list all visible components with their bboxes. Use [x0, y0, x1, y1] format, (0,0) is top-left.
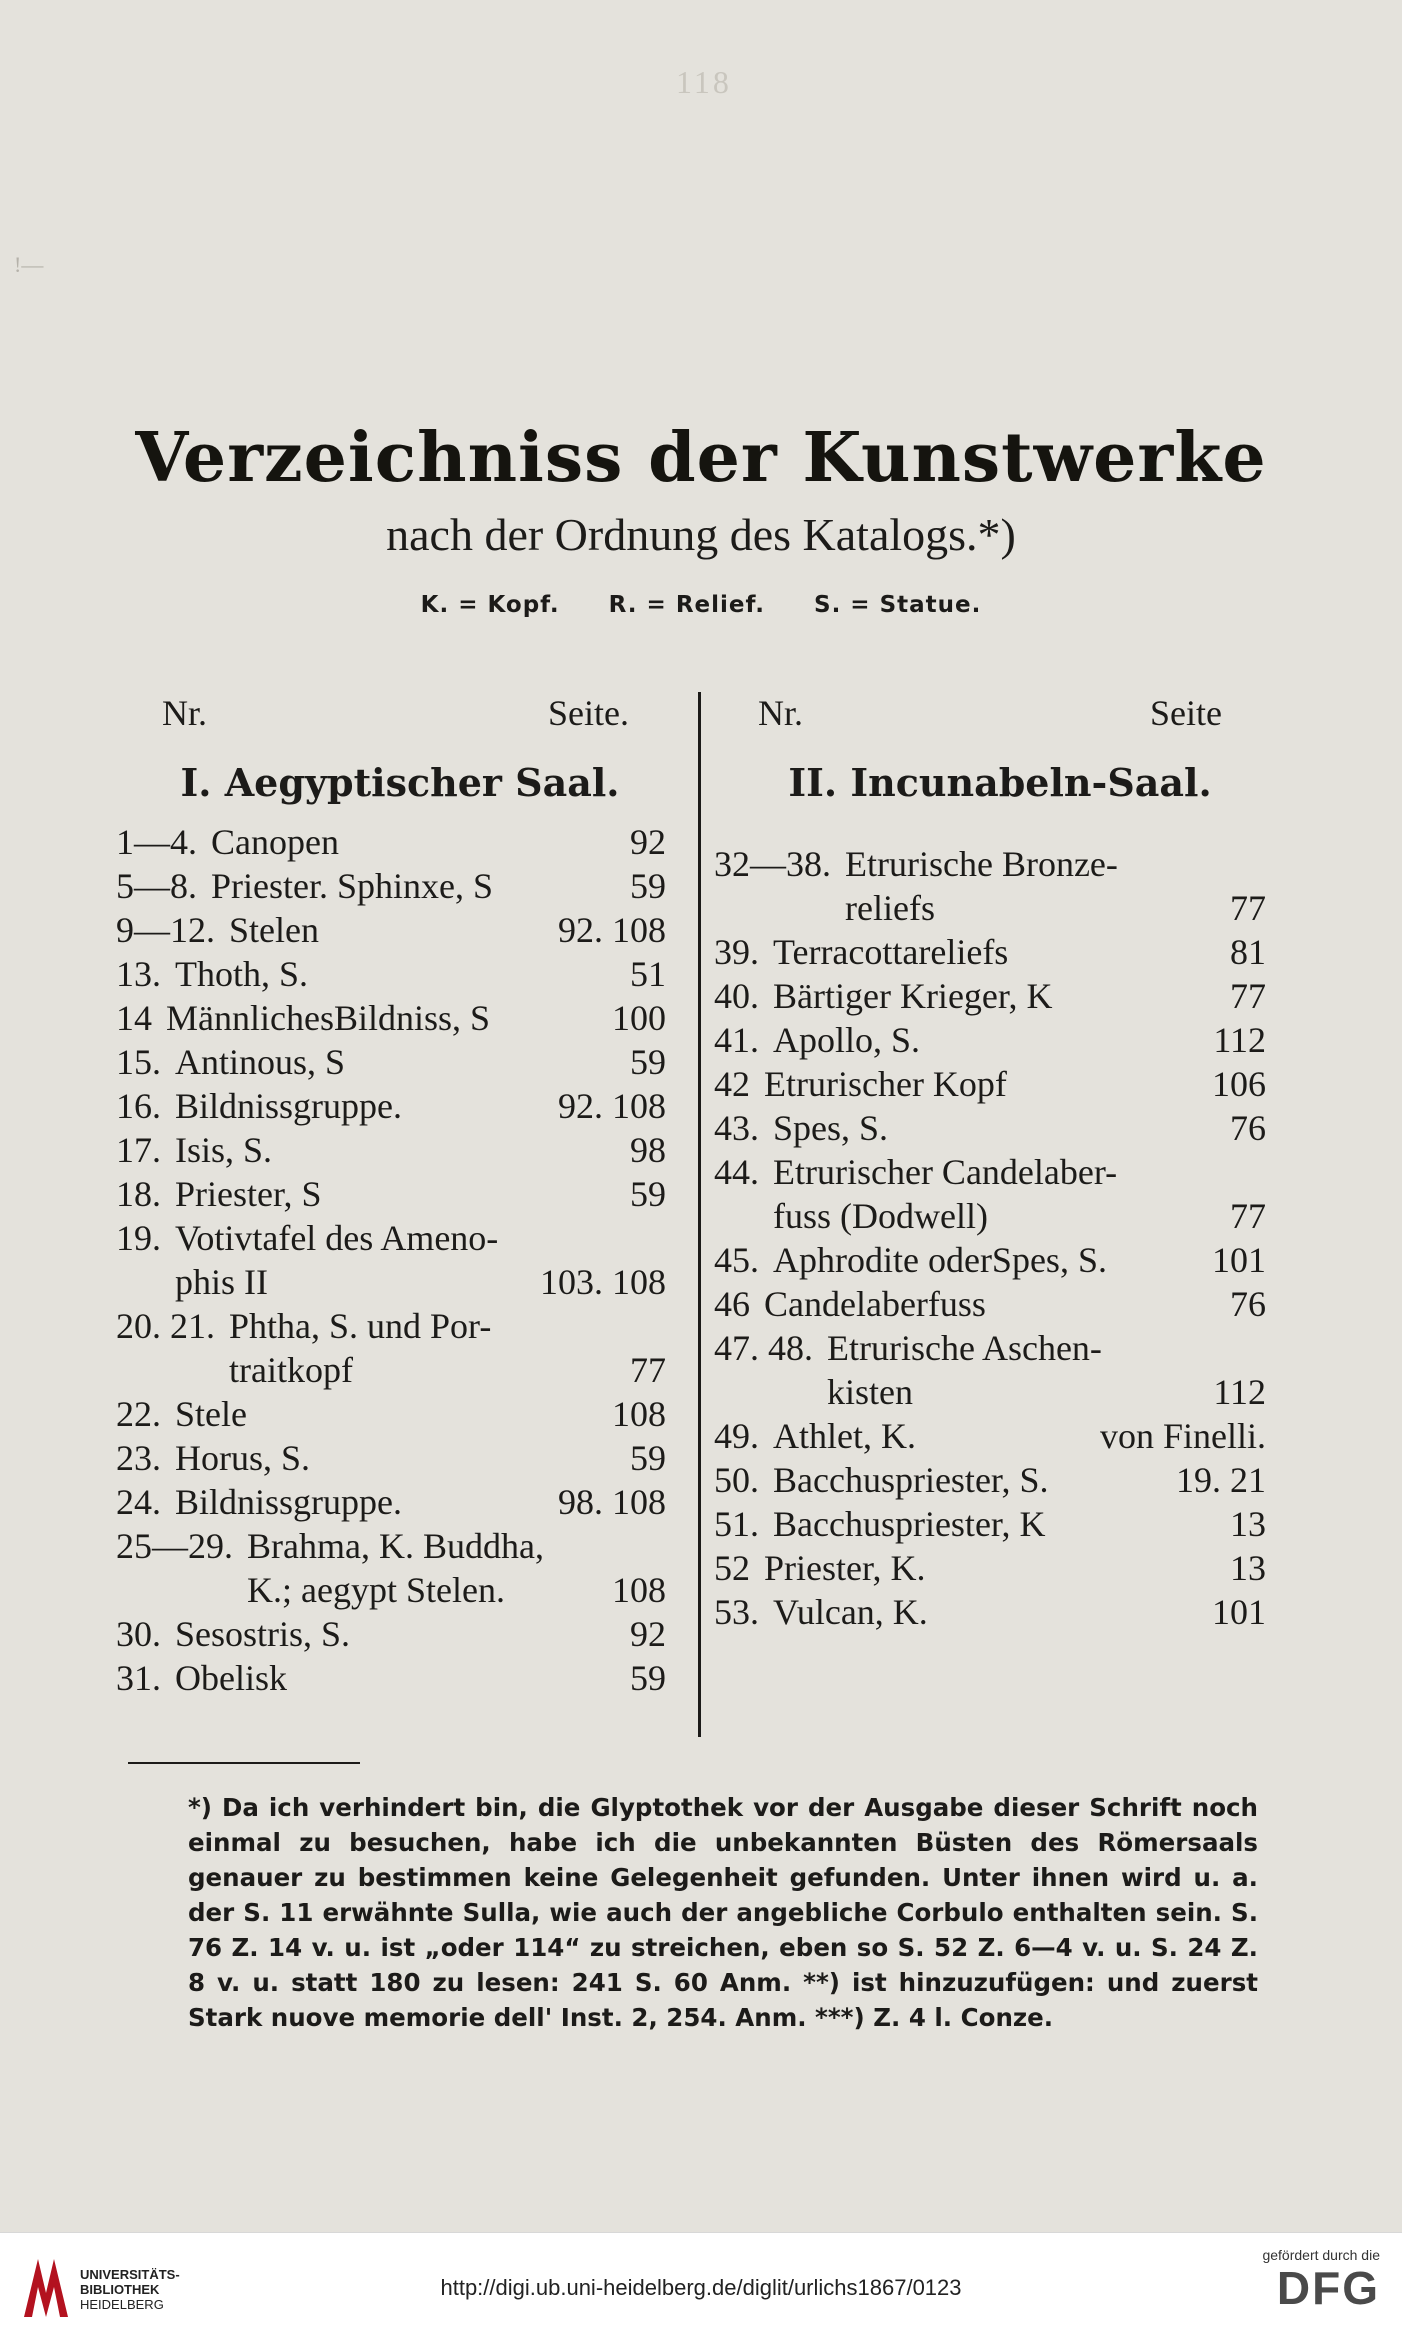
entry-number: 24. — [116, 1482, 161, 1522]
entry-line — [175, 1480, 666, 1524]
entry-body — [166, 996, 666, 1040]
right-entry-list — [714, 842, 1266, 1634]
dfg-logo: DFG — [1276, 2262, 1380, 2314]
list-item — [714, 1282, 1266, 1326]
sponsor-caption: gefördert durch die — [1262, 2247, 1380, 2263]
entry-number: 42 — [714, 1064, 750, 1104]
entry-title: Sesostris, S. — [175, 1614, 351, 1654]
entry-title: Etrurische Aschen- — [827, 1328, 1102, 1368]
entry-line — [773, 1150, 1266, 1194]
entry-page: 13 — [1230, 1504, 1266, 1544]
entry-line — [247, 1568, 666, 1612]
list-item — [714, 1502, 1266, 1546]
list-item — [116, 820, 666, 864]
entry-number: 41. — [714, 1020, 759, 1060]
entry-number: 51. — [714, 1504, 759, 1544]
entry-title: Apollo, S. — [773, 1020, 921, 1060]
abbrev-statue: S. = Statue. — [814, 592, 982, 618]
list-item — [116, 1612, 666, 1656]
entry-title: Antinous, S — [175, 1042, 346, 1082]
entry-line — [175, 1216, 666, 1260]
entry-number: 45. — [714, 1240, 759, 1280]
library-line-3: HEIDELBERG — [80, 2297, 164, 2312]
entry-title: fuss (Dodwell) — [773, 1196, 988, 1236]
entry-title: Aphrodite oderSpes, S. — [773, 1240, 1107, 1280]
page-url-link[interactable]: http://digi.ub.uni-heidelberg.de/diglit/urlichs1867/0123 — [440, 2275, 962, 2300]
entry-body — [175, 1172, 666, 1216]
entry-line — [175, 1128, 666, 1172]
bleed-through-page-number: 118 — [676, 64, 732, 100]
sponsor-logo[interactable] — [1230, 2247, 1380, 2337]
entry-page: 13 — [1230, 1548, 1266, 1588]
entry-body — [211, 820, 666, 864]
list-item — [116, 1524, 666, 1612]
entry-page: 112 — [1213, 1372, 1266, 1412]
entry-number: 44. — [714, 1152, 759, 1192]
list-item — [116, 1304, 666, 1392]
entry-line — [175, 1612, 666, 1656]
entry-title: Bildnissgruppe. — [175, 1482, 403, 1522]
column-divider — [698, 692, 701, 1737]
entry-page: 59 — [630, 1042, 666, 1082]
entry-line — [229, 1304, 666, 1348]
entry-body — [827, 1326, 1266, 1414]
entry-line — [773, 1458, 1266, 1502]
entry-title: Isis, S. — [175, 1130, 273, 1170]
entry-title: Stelen — [229, 910, 319, 950]
list-item — [714, 1062, 1266, 1106]
entry-body — [773, 1458, 1266, 1502]
entry-number: 14 — [116, 998, 152, 1038]
list-item — [116, 908, 666, 952]
entry-number: 53. — [714, 1592, 759, 1632]
entry-title: Spes, S. — [773, 1108, 889, 1148]
list-item — [714, 1546, 1266, 1590]
entry-body — [175, 1612, 666, 1656]
entry-page: 101 — [1212, 1592, 1266, 1632]
entry-line — [247, 1524, 666, 1568]
entry-line — [175, 1260, 666, 1304]
entry-title: Bildnissgruppe. — [175, 1086, 403, 1126]
entry-page: 103. 108 — [540, 1262, 666, 1302]
entry-body — [773, 1414, 1266, 1458]
page-subtitle: nach der Ordnung des Katalogs.*) — [386, 509, 1016, 560]
list-item — [714, 1238, 1266, 1282]
list-item — [714, 1326, 1266, 1414]
entry-number: 19. — [116, 1218, 161, 1258]
entry-page: 108 — [612, 1570, 666, 1610]
entry-line — [827, 1370, 1266, 1414]
entry-page: 59 — [630, 1438, 666, 1478]
entry-page: 77 — [1230, 976, 1266, 1016]
entry-line — [773, 1106, 1266, 1150]
entry-title: phis II — [175, 1262, 268, 1302]
entry-title: Athlet, K. — [773, 1416, 916, 1456]
entry-line — [764, 1062, 1266, 1106]
entry-number: 39. — [714, 932, 759, 972]
entry-number: 31. — [116, 1658, 161, 1698]
entry-page: 112 — [1213, 1020, 1266, 1060]
list-item — [116, 1656, 666, 1700]
footnote: *) Da ich verhindert bin, die Glyptothek vor der Ausgabe dieser Schrift noch einmal zu besuchen, habe ich die unbekannten Büsten des Römersaals genauer zu bestimmen keine Gelegenheit gefunden. Unter ihnen wird u. a. der S. 11 erwähnte Sulla, wie auch der angebliche Corbulo enthalten sein. S. 76 Z. 14 v. u. ist „oder 114“ zu streichen, eben so S. 52 Z. 6—4 v. u. S. 24 Z. 8 v. u. statt 180 zu lesen: 241 S. 60 Anm. **) ist hinzuzufügen: und zuerst Stark nuove memorie dell' Inst. 2, 254. Anm. ***) Z. 4 l. Conze. — [188, 1793, 1258, 2032]
entry-line — [229, 1348, 666, 1392]
entry-number: 52 — [714, 1548, 750, 1588]
left-section-title: I. Aegyptischer Saal. — [180, 760, 620, 805]
entry-number: 5—8. — [116, 866, 197, 906]
entry-title: Horus, S. — [175, 1438, 311, 1478]
entry-line — [773, 1414, 1266, 1458]
entry-title: Phtha, S. und Por- — [229, 1306, 492, 1346]
entry-number: 25—29. — [116, 1526, 233, 1566]
entry-title: Candelaberfuss — [764, 1284, 986, 1324]
entry-line — [773, 1238, 1266, 1282]
entry-line — [764, 1546, 1266, 1590]
abbrev-kopf: K. = Kopf. — [420, 592, 560, 618]
entry-title: Etrurischer Kopf — [764, 1064, 1007, 1104]
list-item — [714, 1106, 1266, 1150]
entry-page: 92. 108 — [558, 910, 666, 950]
entry-page: 98. 108 — [558, 1482, 666, 1522]
entry-body — [175, 1040, 666, 1084]
entry-body — [773, 1106, 1266, 1150]
list-item — [116, 1172, 666, 1216]
entry-body — [211, 864, 666, 908]
entry-body — [764, 1282, 1266, 1326]
page-title: Verzeichniss der Kunstwerke — [135, 418, 1267, 498]
entry-body — [175, 1480, 666, 1524]
entry-body — [175, 1084, 666, 1128]
entry-body — [773, 1150, 1266, 1238]
entry-line — [175, 1436, 666, 1480]
entry-title: Thoth, S. — [175, 954, 309, 994]
entry-page: 106 — [1212, 1064, 1266, 1104]
entry-line — [773, 1502, 1266, 1546]
right-header-nr: Nr. — [758, 693, 803, 733]
entry-page: 77 — [1230, 1196, 1266, 1236]
entry-number: 22. — [116, 1394, 161, 1434]
entry-page: 59 — [630, 866, 666, 906]
list-item — [714, 1018, 1266, 1062]
library-line-2: BIBLIOTHEK — [80, 2282, 160, 2297]
entry-line — [764, 1282, 1266, 1326]
list-item — [116, 996, 666, 1040]
entry-line — [175, 1172, 666, 1216]
entry-title: kisten — [827, 1372, 913, 1412]
entry-page: 76 — [1230, 1108, 1266, 1148]
entry-title: Stele — [175, 1394, 247, 1434]
right-section-title: II. Incunabeln-Saal. — [788, 760, 1212, 805]
entry-line — [827, 1326, 1266, 1370]
entry-number: 16. — [116, 1086, 161, 1126]
list-item — [714, 1150, 1266, 1238]
list-item — [714, 842, 1266, 930]
entry-page: von Finelli. — [1099, 1416, 1266, 1456]
entry-number: 23. — [116, 1438, 161, 1478]
entry-number: 32—38. — [714, 844, 831, 884]
entry-number: 50. — [714, 1460, 759, 1500]
entry-number: 13. — [116, 954, 161, 994]
entry-body — [175, 1216, 666, 1304]
abbreviation-legend — [0, 592, 1402, 618]
viewer-footer — [0, 2232, 1402, 2343]
entry-title: traitkopf — [229, 1350, 353, 1390]
entry-line — [845, 886, 1266, 930]
entry-page: 101 — [1212, 1240, 1266, 1280]
entry-page: 59 — [630, 1658, 666, 1698]
entry-title: Brahma, K. Buddha, — [247, 1526, 544, 1566]
entry-page: 92 — [630, 1614, 666, 1654]
entry-body — [175, 1656, 666, 1700]
entry-line — [773, 1018, 1266, 1062]
entry-title: Obelisk — [175, 1658, 287, 1698]
entry-page: 51 — [630, 954, 666, 994]
list-item — [116, 952, 666, 996]
entry-page: 100 — [612, 998, 666, 1038]
entry-body — [764, 1546, 1266, 1590]
entry-page: 92 — [630, 822, 666, 862]
entry-body — [764, 1062, 1266, 1106]
list-item — [714, 974, 1266, 1018]
entry-number: 1—4. — [116, 822, 197, 862]
entry-body — [175, 952, 666, 996]
entry-page: 76 — [1230, 1284, 1266, 1324]
footnote-rule — [128, 1762, 360, 1764]
entry-body — [773, 974, 1266, 1018]
entry-title: Terracottareliefs — [773, 932, 1009, 972]
left-entry-list — [116, 820, 666, 1700]
entry-page: 77 — [1230, 888, 1266, 928]
abbrev-relief: R. = Relief. — [608, 592, 765, 618]
left-header-page: Seite. — [548, 693, 629, 733]
entry-title: K.; aegypt Stelen. — [247, 1570, 505, 1610]
entry-line — [175, 1392, 666, 1436]
entry-body — [773, 1590, 1266, 1634]
entry-title: Votivtafel des Ameno- — [175, 1218, 499, 1258]
entry-title: Canopen — [211, 822, 339, 862]
list-item — [116, 1480, 666, 1524]
entry-title: Priester. Sphinxe, S — [211, 866, 494, 906]
entry-page: 98 — [630, 1130, 666, 1170]
entry-body — [845, 842, 1266, 930]
entry-number: 17. — [116, 1130, 161, 1170]
list-item — [714, 1414, 1266, 1458]
list-item — [116, 1216, 666, 1304]
list-item — [116, 1084, 666, 1128]
entry-body — [229, 1304, 666, 1392]
entry-title: Etrurische Bronze- — [845, 844, 1118, 884]
entry-line — [773, 930, 1266, 974]
entry-page: 19. 21 — [1176, 1460, 1266, 1500]
library-line-1: UNIVERSITÄTS- — [80, 2267, 180, 2282]
entry-page: 92. 108 — [558, 1086, 666, 1126]
entry-title: reliefs — [845, 888, 935, 928]
entry-title: Vulcan, K. — [773, 1592, 928, 1632]
entry-line — [845, 842, 1266, 886]
entry-body — [773, 1502, 1266, 1546]
entry-body — [175, 1392, 666, 1436]
entry-number: 40. — [714, 976, 759, 1016]
entry-number: 49. — [714, 1416, 759, 1456]
list-item — [116, 1436, 666, 1480]
entry-line — [773, 1194, 1266, 1238]
entry-title: Bacchuspriester, K — [773, 1504, 1046, 1544]
left-header-nr: Nr. — [162, 693, 207, 733]
entry-line — [166, 996, 666, 1040]
entry-body — [229, 908, 666, 952]
entry-line — [211, 820, 666, 864]
entry-body — [773, 930, 1266, 974]
entry-body — [175, 1128, 666, 1172]
entry-page: 59 — [630, 1174, 666, 1214]
entry-title: Bärtiger Krieger, K — [773, 976, 1053, 1016]
entry-page: 81 — [1230, 932, 1266, 972]
entry-line — [773, 1590, 1266, 1634]
entry-line — [211, 864, 666, 908]
list-item — [714, 1458, 1266, 1502]
entry-body — [175, 1436, 666, 1480]
entry-page: 77 — [630, 1350, 666, 1390]
entry-number: 9—12. — [116, 910, 215, 950]
entry-title: Priester, K. — [764, 1548, 926, 1588]
entry-number: 43. — [714, 1108, 759, 1148]
entry-number: 15. — [116, 1042, 161, 1082]
list-item — [116, 864, 666, 908]
right-header-page: Seite — [1150, 693, 1222, 733]
entry-title: MännlichesBildniss, S — [166, 998, 491, 1038]
entry-line — [229, 908, 666, 952]
bleed-through-side-mark: !— — [14, 252, 44, 277]
entry-number: 46 — [714, 1284, 750, 1324]
list-item — [714, 1590, 1266, 1634]
entry-line — [175, 952, 666, 996]
entry-number: 47. 48. — [714, 1328, 813, 1368]
entry-line — [773, 974, 1266, 1018]
entry-title: Etrurischer Candelaber- — [773, 1152, 1118, 1192]
entry-line — [175, 1040, 666, 1084]
entry-body — [247, 1524, 666, 1612]
entry-number: 18. — [116, 1174, 161, 1214]
list-item — [116, 1128, 666, 1172]
entry-body — [773, 1238, 1266, 1282]
entry-body — [773, 1018, 1266, 1062]
entry-line — [175, 1656, 666, 1700]
list-item — [116, 1040, 666, 1084]
entry-line — [175, 1084, 666, 1128]
list-item — [116, 1392, 666, 1436]
entry-title: Bacchuspriester, S. — [773, 1460, 1049, 1500]
entry-number: 30. — [116, 1614, 161, 1654]
entry-title: Priester, S — [175, 1174, 322, 1214]
entry-number: 20. 21. — [116, 1306, 215, 1346]
entry-page: 108 — [612, 1394, 666, 1434]
list-item — [714, 930, 1266, 974]
